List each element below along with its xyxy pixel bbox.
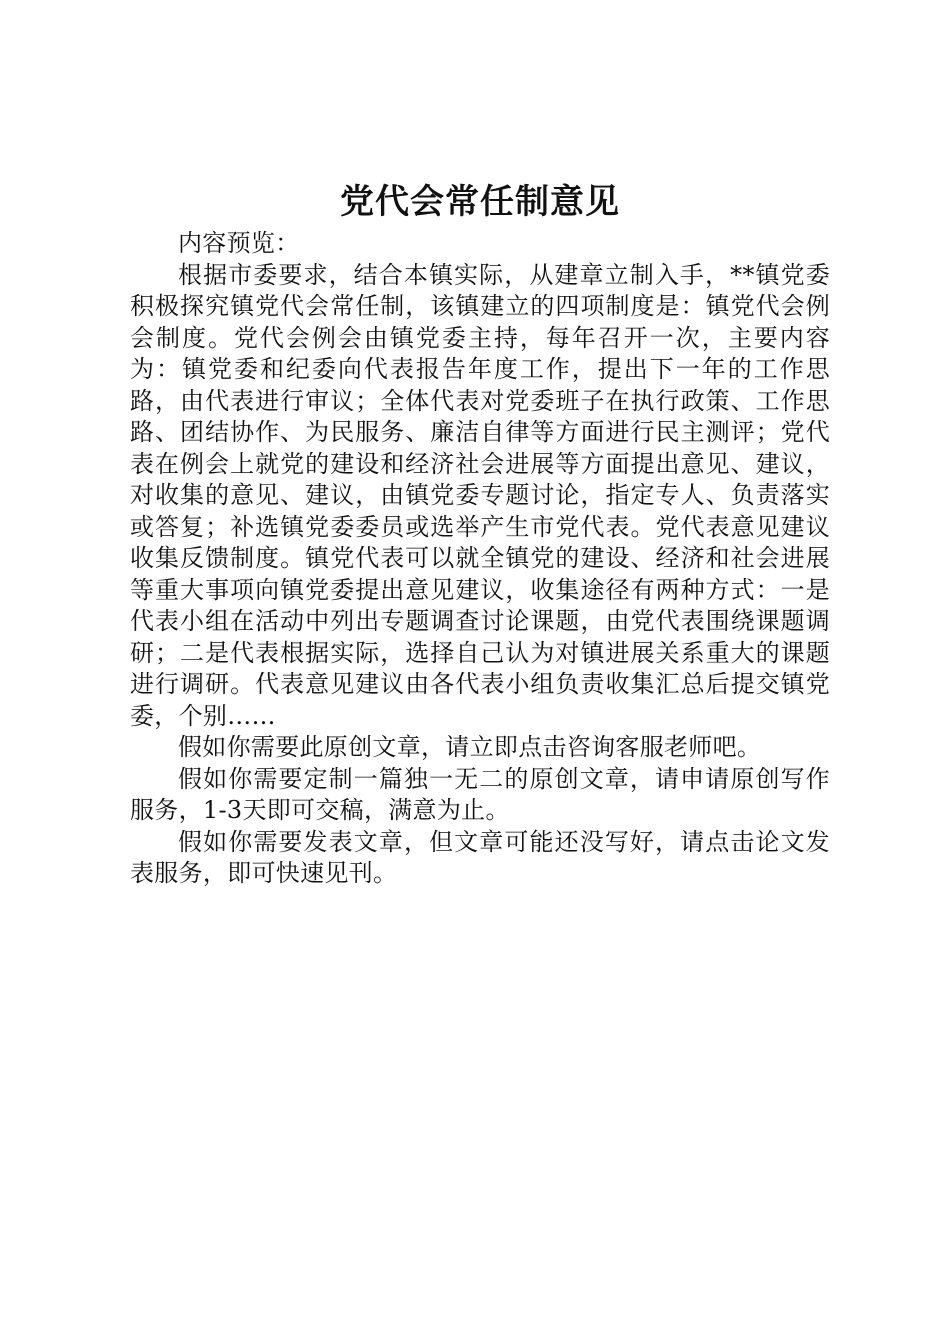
document-page <box>130 180 830 890</box>
preview-body: 根据市委要求，结合本镇实际，从建章立制入手，**镇党委积极探究镇党代会常任制，该镇建立的四项制度是：镇党代会例会制度。党代会例会由镇党委主持，每年召开一次，主要内容为：镇党委和纪委向代表报告年度工作，提出下一年的工作思路，由代表进行审议；全体代表对党委班子在执行政策、工作思路、团结协作、为民服务、廉洁自律等方面进行民主测评；党代表在例会上就党的建设和经济社会进展等方面提出意见、建议，对收集的意见、建议，由镇党委专题讨论，指定专人、负责落实或答复；补选镇党委委员或选举产生市党代表。党代表意见建议收集反馈制度。镇党代表可以就全镇党的建设、经济和社会进展等重大事项向镇党委提出意见建议，收集途径有两种方式：一是代表小组在活动中列出专题调查讨论课题，由党代表围绕课题调研；二是代表根据实际，选择自己认为对镇进展关系重大的课题进行调研。代表意见建议由各代表小组负责收集汇总后提交镇党委，个别…… <box>130 260 830 730</box>
custom-writing-notice: 假如你需要定制一篇独一无二的原创文章，请申请原创写作服务，1-3天即可交稿，满意为止。 <box>130 764 830 824</box>
consult-notice: 假如你需要此原创文章，请立即点击咨询客服老师吧。 <box>178 733 762 761</box>
publish-service-notice: 假如你需要发表文章，但文章可能还没写好，请点击论文发表服务，即可快速见刊。 <box>130 827 830 887</box>
preview-label: 内容预览： <box>178 229 300 257</box>
document-title: 党代会常任制意见 <box>340 182 620 222</box>
